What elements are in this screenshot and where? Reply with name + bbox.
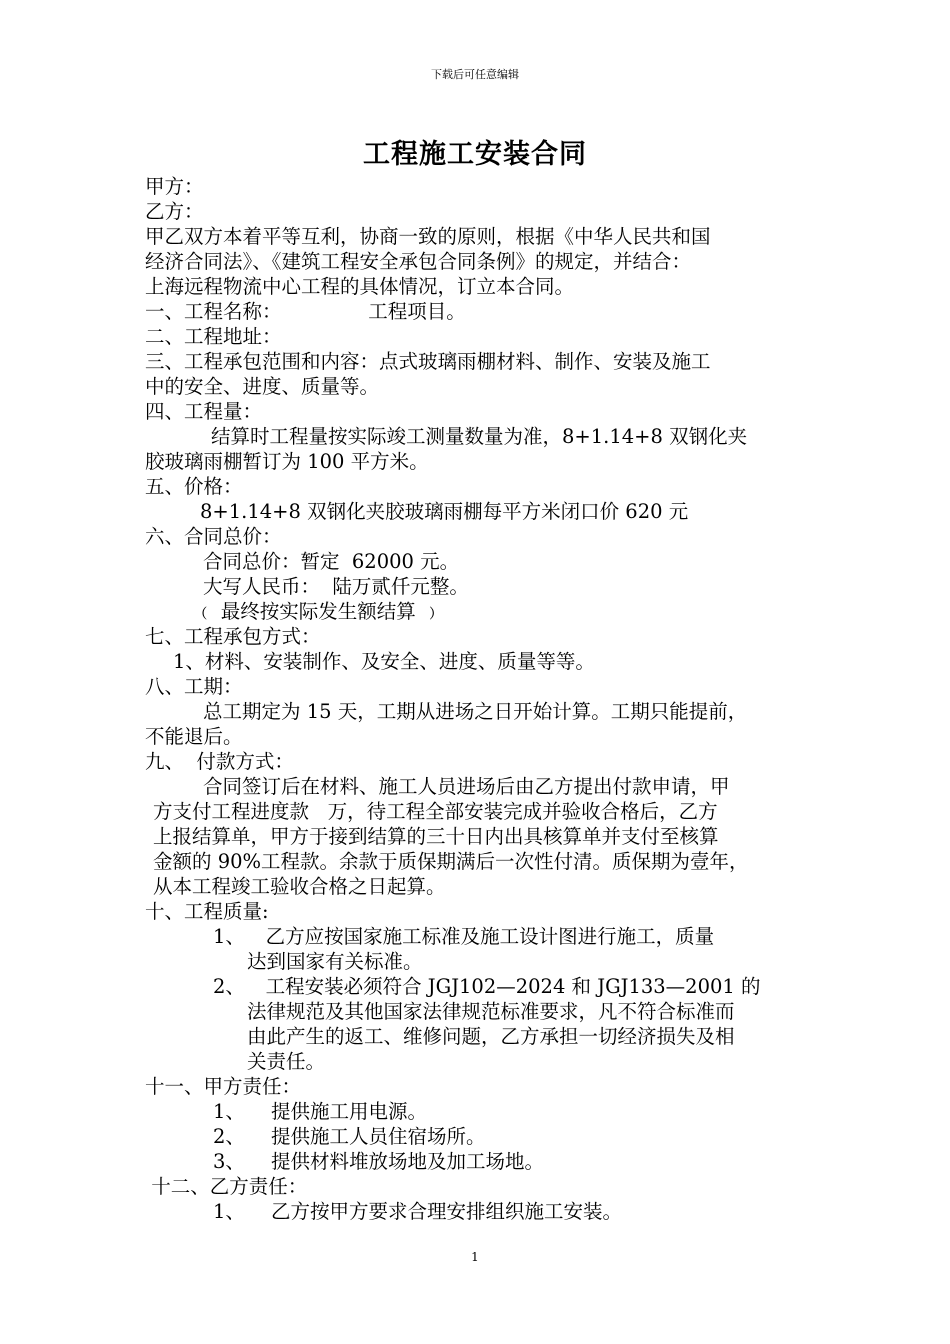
quality-item-text: 由此产生的返工、维修问题，乙方承担一切经济损失及相 xyxy=(247,1025,735,1048)
section-party-b-duties: 十二、乙方责任： xyxy=(145,1175,308,1198)
section-contract-mode: 七、工程承包方式： xyxy=(145,625,321,648)
payment-text: 从本工程竣工验收合格之日起算。 xyxy=(153,875,446,898)
price-text: 8+1.14+8 双钢化夹胶玻璃雨棚每平方米闭口价 620 元 xyxy=(200,500,689,523)
party-a-line: 甲方： xyxy=(145,175,204,198)
quality-item-1 xyxy=(145,924,825,974)
quality-item-2 xyxy=(145,974,825,1074)
section-total-price: 六、合同总价： xyxy=(145,525,282,548)
section-project-name: 一、工程名称： 工程项目。 xyxy=(145,300,466,323)
list-number: 2、 xyxy=(213,975,245,998)
section-scope-cont: 中的安全、进度、质量等。 xyxy=(145,375,380,398)
intro-line: 甲乙双方本着平等互利，协商一致的原则，根据《中华人民共和国 xyxy=(145,225,711,248)
quality-item-text: 关责任。 xyxy=(247,1050,326,1073)
intro-line: 上海远程物流中心工程的具体情况，订立本合同。 xyxy=(145,275,575,298)
quality-item-text: 法律规范及其他国家法律规范标准要求，凡不符合标准而 xyxy=(247,1000,735,1023)
contract-mode-item: 1、材料、安装制作、及安全、进度、质量等等。 xyxy=(173,650,595,673)
section-quality: 十、工程质量: xyxy=(145,900,269,923)
list-number: 3、 xyxy=(213,1150,245,1173)
schedule-text: 总工期定为 15 天，工期从进场之日开始计算。工期只能提前， xyxy=(203,700,748,723)
contract-body xyxy=(145,174,825,1224)
duty-text: 提供施工用电源。 xyxy=(271,1100,428,1123)
section-party-a-duties: 十一、甲方责任： xyxy=(145,1075,302,1098)
party-a-duty-1 xyxy=(145,1099,825,1124)
page-number: 1 xyxy=(471,1250,479,1264)
payment-text: 方支付工程进度款 万，待工程全部安装完成并验收合格后，乙方 xyxy=(153,800,718,823)
duty-text: 提供施工人员住宿场所。 xyxy=(271,1125,486,1148)
intro-line: 经济合同法》、《建筑工程安全承包合同条例》的规定，并结合： xyxy=(145,250,692,273)
payment-text: 上报结算单，甲方于接到结算的三十日内出具核算单并支付至核算 xyxy=(153,825,719,848)
party-b-duty-1 xyxy=(145,1199,825,1224)
party-a-duty-2 xyxy=(145,1124,825,1149)
quantity-text: 结算时工程量按实际竣工测量数量为准，8+1.14+8 双钢化夹 xyxy=(211,425,748,448)
total-price-note: ﹙ 最终按实际发生额结算 ﹚ xyxy=(195,600,442,623)
list-number: 1、 xyxy=(213,1200,245,1223)
section-project-address: 二、工程地址： xyxy=(145,325,282,348)
payment-text: 金额的 90%工程款。余款于质保期满后一次性付清。质保期为壹年， xyxy=(153,850,749,873)
payment-text: 合同签订后在材料、施工人员进场后由乙方提出付款申请，甲 xyxy=(203,775,730,798)
quality-item-text: 达到国家有关标准。 xyxy=(247,950,423,973)
total-price-amount: 合同总价：暂定 62000 元。 xyxy=(203,550,460,573)
page-header: 下载后可任意编辑 xyxy=(431,68,519,81)
document-title: 工程施工安装合同 xyxy=(363,139,587,170)
duty-text: 提供材料堆放场地及加工场地。 xyxy=(271,1150,545,1173)
quantity-text-cont: 胶玻璃雨棚暂订为 100 平方米。 xyxy=(145,450,429,473)
list-number: 1、 xyxy=(213,925,245,948)
list-number: 1、 xyxy=(213,1100,245,1123)
section-quantity: 四、工程量： xyxy=(145,400,263,423)
section-scope: 三、工程承包范围和内容：点式玻璃雨棚材料、制作、安装及施工 xyxy=(145,350,711,373)
quality-item-text: 乙方应按国家施工标准及施工设计图进行施工，质量 xyxy=(247,925,715,948)
section-price: 五、价格： xyxy=(145,475,243,498)
schedule-text-cont: 不能退后。 xyxy=(145,725,243,748)
duty-text: 乙方按甲方要求合理安排组织施工安装。 xyxy=(271,1200,623,1223)
party-b-line: 乙方： xyxy=(145,200,204,223)
section-schedule: 八、工期： xyxy=(145,675,243,698)
total-price-words: 大写人民币： 陆万贰仟元整。 xyxy=(203,575,469,598)
section-payment: 九、 付款方式： xyxy=(145,750,294,773)
party-a-duty-3 xyxy=(145,1149,825,1174)
list-number: 2、 xyxy=(213,1125,245,1148)
quality-item-text: 工程安装必须符合 JGJ102—2024 和 JGJ133—2001 的 xyxy=(247,975,761,998)
